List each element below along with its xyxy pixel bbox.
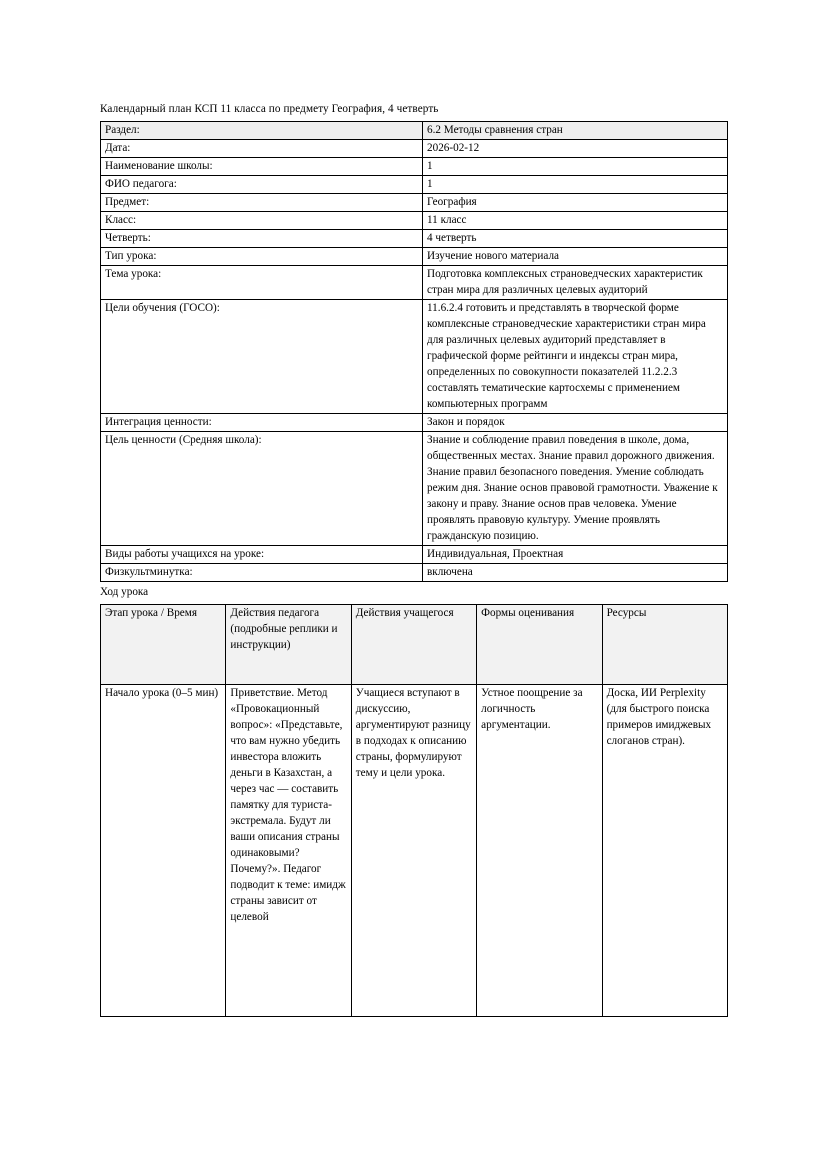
document-content: [100, 101, 727, 1017]
assessment-cell: Устное поощрение за логичность аргументации.: [477, 685, 602, 1017]
info-row-value: 4 четверть: [423, 230, 728, 248]
info-row-label: Предмет:: [101, 194, 423, 212]
lesson-info-table-body: [101, 122, 728, 582]
info-row-label: Виды работы учащихся на уроке:: [101, 546, 423, 564]
info-row-value: География: [423, 194, 728, 212]
lesson-info-table: [100, 121, 728, 582]
table-row: [101, 300, 728, 414]
table-row: [101, 158, 728, 176]
column-header-4: Ресурсы: [602, 605, 727, 685]
column-header-0: Этап урока / Время: [101, 605, 226, 685]
info-row-value: 1: [423, 176, 728, 194]
info-row-value: 2026-02-12: [423, 140, 728, 158]
info-row-label: Дата:: [101, 140, 423, 158]
info-row-value: 6.2 Методы сравнения стран: [423, 122, 728, 140]
column-header-3: Формы оценивания: [477, 605, 602, 685]
info-row-label: Наименование школы:: [101, 158, 423, 176]
teacher-actions-cell: Приветствие. Метод «Провокационный вопрос»: «Представьте, что вам нужно убедить инвестора вложить деньги в Казахстан, а через час — составить памятку для туриста-экстремала. Будут ли ваши описания страны одинаковыми? Почему?». Педагог подводит к теме: имидж страны зависит от целевой: [226, 685, 351, 1017]
table-row: [101, 564, 728, 582]
table-row: [101, 248, 728, 266]
info-row-value: Закон и порядок: [423, 414, 728, 432]
info-row-value: 11.6.2.4 готовить и представлять в творческой форме комплексные страноведческие характеристики стран мира для различных целевых аудиторий представляет в графической форме рейтинги и индексы стран мира, определенных по совокупности показателей 11.2.2.3 составлять тематические картосхемы с применением компьютерных программ: [423, 300, 728, 414]
info-row-label: Тип урока:: [101, 248, 423, 266]
column-header-2: Действия учащегося: [351, 605, 476, 685]
info-row-label: Физкультминутка:: [101, 564, 423, 582]
info-row-value: Индивидуальная, Проектная: [423, 546, 728, 564]
info-row-label: Цели обучения (ГОСО):: [101, 300, 423, 414]
page-title: Календарный план КСП 11 класса по предмету География, 4 четверть: [100, 103, 439, 115]
table-row: [101, 685, 728, 1017]
table-row: [101, 230, 728, 248]
info-row-value: 1: [423, 158, 728, 176]
student-actions-cell: Учащиеся вступают в дискуссию, аргументируют разницу в подходах к описанию страны, формулируют тему и цели урока.: [351, 685, 476, 1017]
info-row-value: включена: [423, 564, 728, 582]
table-row: [101, 194, 728, 212]
lesson-flow-table: [100, 604, 728, 1017]
info-row-value: 11 класс: [423, 212, 728, 230]
table-row: [101, 546, 728, 564]
lesson-flow-table-head: [101, 605, 728, 685]
table-row: [101, 140, 728, 158]
table-row: [101, 176, 728, 194]
info-row-value: Изучение нового материала: [423, 248, 728, 266]
info-row-label: Раздел:: [101, 122, 423, 140]
table-row: [101, 266, 728, 300]
table-header-row: [101, 605, 728, 685]
info-row-label: Цель ценности (Средняя школа):: [101, 432, 423, 546]
table-row: [101, 414, 728, 432]
resources-cell: Доска, ИИ Perplexity (для быстрого поиска примеров имиджевых слоганов стран).: [602, 685, 727, 1017]
info-row-label: ФИО педагога:: [101, 176, 423, 194]
lesson-flow-heading: Ход урока: [100, 586, 149, 598]
lesson-flow-table-body: [101, 685, 728, 1017]
stage-cell: Начало урока (0–5 мин): [101, 685, 226, 1017]
column-header-1: Действия педагога (подробные реплики и инструкции): [226, 605, 351, 685]
info-row-label: Тема урока:: [101, 266, 423, 300]
info-row-label: Четверть:: [101, 230, 423, 248]
info-row-value: Подготовка комплексных страноведческих характеристик стран мира для различных целевых аудиторий: [423, 266, 728, 300]
info-row-label: Класс:: [101, 212, 423, 230]
info-row-value: Знание и соблюдение правил поведения в школе, дома, общественных местах. Знание правил дорожного движения. Знание правил безопасного поведения. Умение соблюдать режим дня. Знание основ правовой грамотности. Уважение к закону и праву. Знание основ прав человека. Умение проявлять правовую культуру. Умение проявлять гражданскую позицию.: [423, 432, 728, 546]
info-row-label: Интеграция ценности:: [101, 414, 423, 432]
table-row: [101, 432, 728, 546]
table-row: [101, 122, 728, 140]
table-row: [101, 212, 728, 230]
